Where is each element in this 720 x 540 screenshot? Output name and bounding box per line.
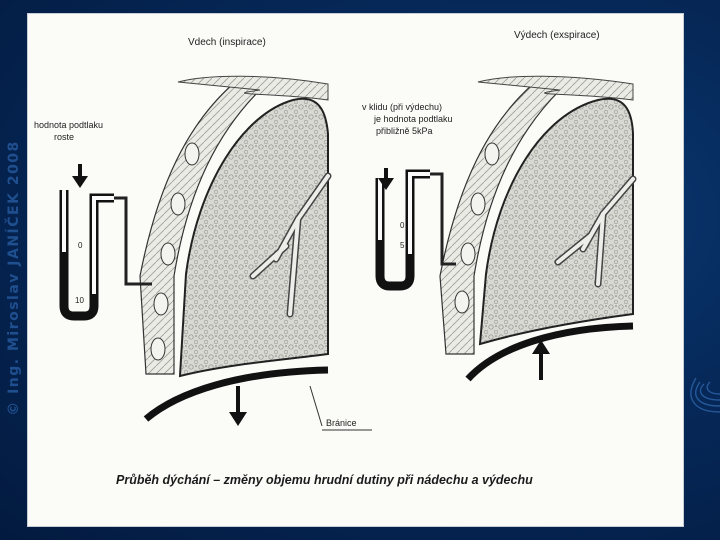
lung-cross-section-figure (28, 14, 683, 526)
copyright-credit: © Ing. Miroslav JANÍČEK 2008 (6, 140, 22, 416)
right-scale-five: 5 (400, 241, 405, 250)
left-scale-ten: 10 (75, 296, 84, 305)
left-pressure-note-line2: roste (54, 132, 75, 142)
diaphragm-down-arrow-icon (229, 386, 247, 426)
right-pressure-note-line2: je hodnota podtlaku (374, 114, 453, 124)
right-pressure-note-line1: v klidu (při výdechu) (362, 102, 443, 112)
expiration-illustration (362, 30, 633, 380)
left-pressure-note-line1: hodnota podtlaku (34, 120, 104, 130)
left-manometer-arrow-down-icon (72, 164, 88, 188)
inspiration-illustration (34, 37, 328, 426)
inspiration-title: Vdech (inspirace) (188, 37, 266, 48)
breathing-diagram-panel (28, 14, 683, 526)
diaphragm-label: Bránice (326, 418, 357, 428)
figure-caption: Průběh dýchání – změny objemu hrudní dutiny při nádechu a výdechu (116, 473, 533, 487)
decorative-swirl-icon (682, 370, 720, 430)
diaphragm-up-arrow-icon (532, 340, 550, 380)
left-scale-zero: 0 (78, 241, 83, 250)
diaphragm-leader-line (310, 386, 322, 426)
right-pressure-note-line3: přibližně 5kPa (376, 126, 433, 136)
right-scale-zero: 0 (400, 221, 405, 230)
expiration-title: Výdech (exspirace) (514, 30, 600, 41)
